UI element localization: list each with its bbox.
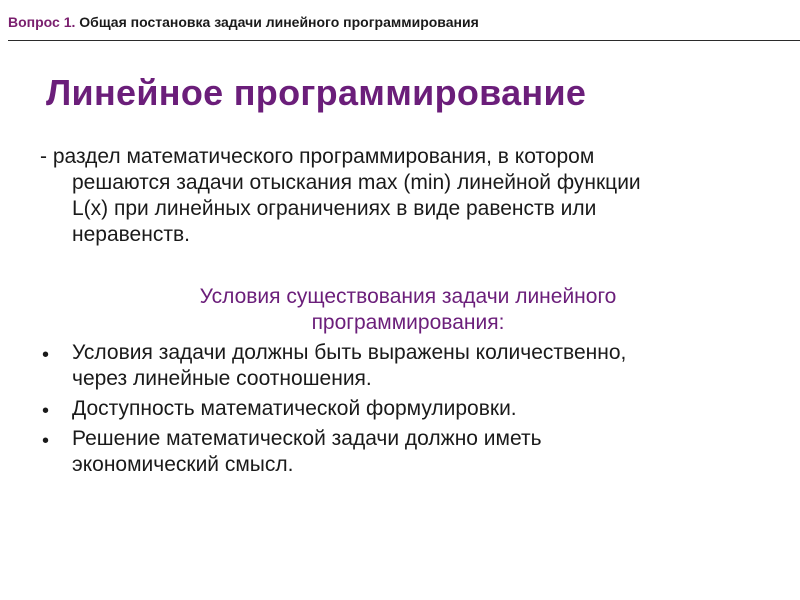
list-item-line: Доступность математической формулировки.	[72, 397, 517, 420]
definition-line: неравенств.	[72, 223, 190, 246]
header-divider	[8, 40, 800, 41]
list-item-line: Решение математической задачи должно иметь	[72, 427, 542, 450]
definition-line: - раздел математического программирования, в котором	[40, 145, 595, 168]
slide-title: Линейное программирование	[46, 72, 587, 113]
list-item-line: экономический смысл.	[72, 453, 294, 476]
definition-paragraph	[40, 144, 740, 248]
slide-header	[8, 14, 479, 30]
list-item-line: Условия задачи должны быть выражены количественно,	[72, 341, 627, 364]
bullet-icon: •	[42, 430, 50, 452]
question-label: Вопрос 1.	[8, 14, 76, 30]
conditions-heading	[100, 284, 716, 336]
definition-line: решаются задачи отыскания max (min) линейной функции	[72, 171, 641, 194]
bullet-icon: •	[42, 344, 50, 366]
conditions-heading-line: Условия существования задачи линейного	[199, 285, 617, 308]
definition-line: L(x) при линейных ограничениях в виде равенств или	[72, 197, 597, 220]
conditions-list	[40, 340, 760, 482]
bullet-icon: •	[42, 400, 50, 422]
list-item-line: через линейные соотношения.	[72, 367, 372, 390]
list-item	[40, 340, 760, 392]
list-item	[40, 396, 760, 422]
list-item	[40, 426, 760, 478]
question-title: Общая постановка задачи линейного программирования	[79, 14, 479, 30]
conditions-heading-line: программирования:	[311, 311, 505, 334]
